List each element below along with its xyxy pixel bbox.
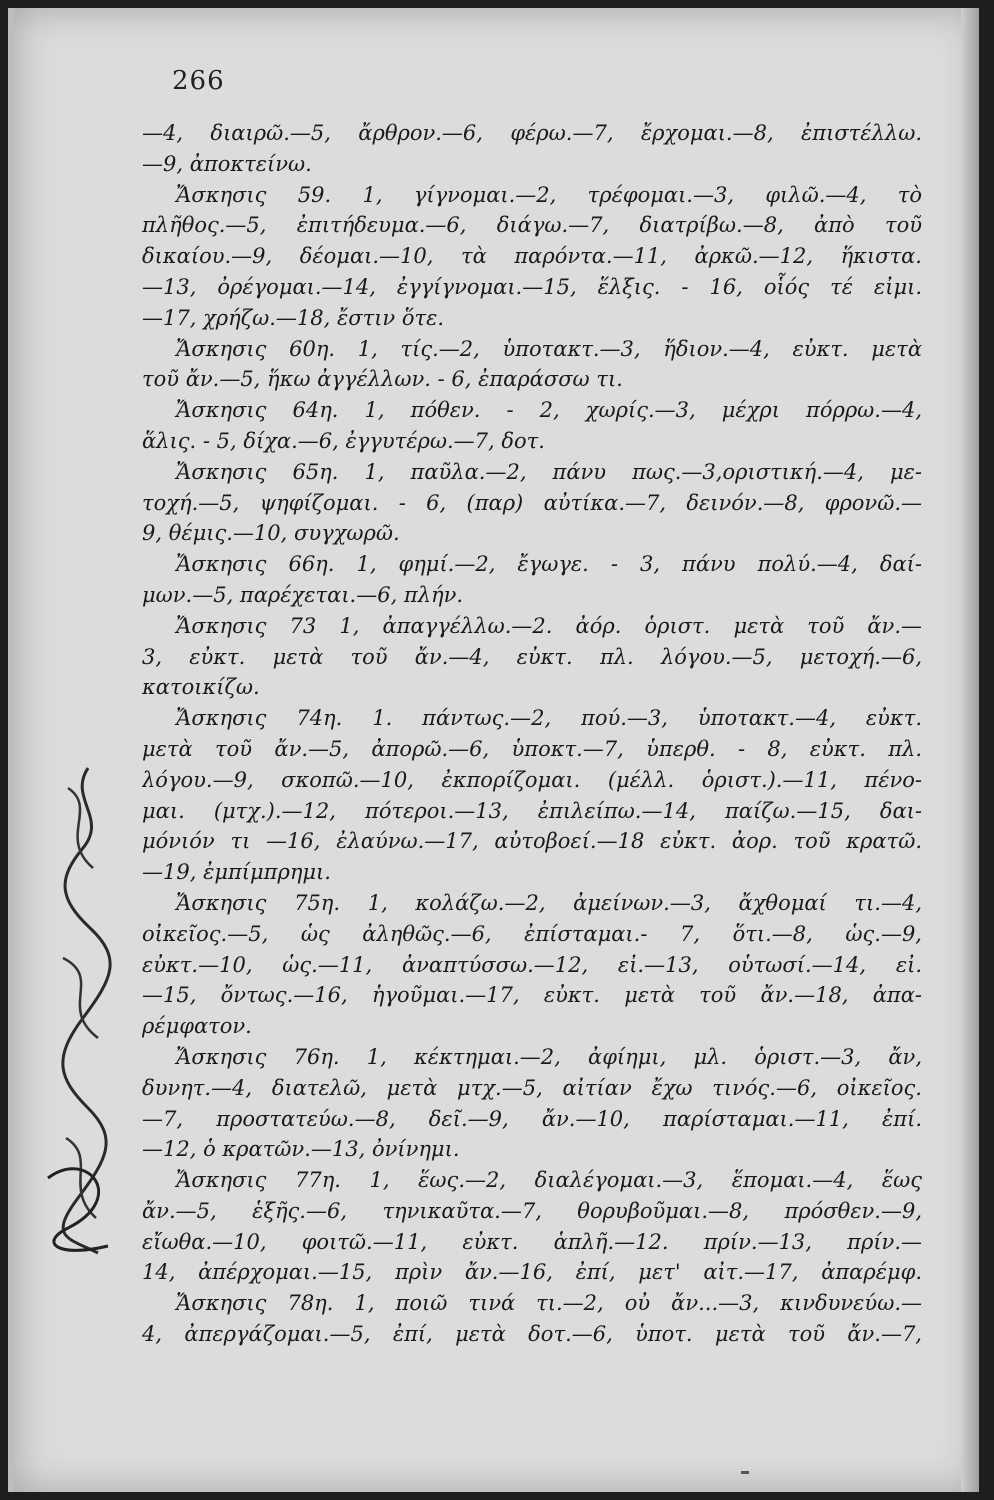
text-line: —9, ἀποκτείνω.: [142, 151, 312, 176]
text-line: Ἄσκησις 60η. 1, τίς.—2, ὑποτακτ.—3, ἥδιον.—4, εὐκτ. μετὰ: [176, 336, 922, 361]
text-line: κατοικίζω.: [142, 675, 260, 700]
text-line: ἄν.—5, ἑξῆς.—6, τηνικαῦτα.—7, θορυβοῦμαι.—8, πρόσθεν.—9,: [142, 1198, 922, 1223]
book-page: [8, 8, 979, 1492]
page-edge: [961, 8, 979, 1492]
text-line: Ἄσκησις 75η. 1, κολάζω.—2, ἀμείνων.—3, ἄχθομαί τι.—4,: [176, 890, 922, 915]
text-line: —4, διαιρῶ.—5, ἄρθρον.—6, φέρω.—7, ἔρχομαι.—8, ἐπιστέλλω.: [142, 121, 922, 145]
text-line: οἰκεῖος.—5, ὡς ἀληθῶς.—6, ἐπίσταμαι.- 7, ὅτι.—8, ὡς.—9,: [142, 921, 922, 946]
page-number: 266: [172, 66, 225, 96]
text-line: πλῆθος.—5, ἐπιτήδευμα.—6, διάγω.—7, διατρίβω.—8, ἀπὸ τοῦ: [142, 213, 922, 238]
text-line: Ἄσκησις 76η. 1, κέκτημαι.—2, ἀφίημι, μλ. ὁριστ.—3, ἄν,: [176, 1044, 922, 1069]
text-line: δικαίου.—9, δέομαι.—10, τὰ παρόντα.—11, ἀρκῶ.—12, ἥκιστα.: [142, 244, 922, 269]
text-line: 9, θέμις.—10, συγχωρῶ.: [142, 521, 400, 546]
text-line: —19, ἐμπίμπρημι.: [142, 860, 331, 885]
text-line: Ἄσκησις 65η. 1, παῦλα.—2, πάνυ πως.—3,οριστική.—4, με-: [176, 459, 922, 484]
text-line: μαι. (μτχ.).—12, πότεροι.—13, ἐπιλείπω.—14, παίζω.—15, δαι-: [142, 798, 922, 823]
text-line: μετὰ τοῦ ἄν.—5, ἀπορῶ.—6, ὑποκτ.—7, ὑπερθ. - 8, εὐκτ. πλ.: [142, 736, 922, 761]
text-line: εὐκτ.—10, ὡς.—11, ἀναπτύσσω.—12, εἰ.—13, οὑτωσί.—14, εἰ.: [142, 952, 922, 977]
page-mark: [741, 1471, 749, 1474]
text-line: μόνιόν τι —16, ἐλαύνω.—17, αὐτοβοεί.—18 εὐκτ. ἀορ. τοῦ κρατῶ.: [142, 829, 922, 854]
text-line: εἴωθα.—10, φοιτῶ.—11, εὐκτ. ἁπλῆ.—12. πρίν.—13, πρίν.—: [142, 1229, 922, 1254]
text-line: λόγου.—9, σκοπῶ.—10, ἐκπορίζομαι. (μέλλ. ὁριστ.).—11, πένο-: [142, 767, 922, 792]
text-line: Ἄσκησις 73 1, ἀπαγγέλλω.—2. ἀόρ. ὁριστ. μετὰ τοῦ ἄν.—: [176, 613, 922, 638]
text-line: 14, ἀπέρχομαι.—15, πρὶν ἄν.—16, ἐπί, μετ' αἰτ.—17, ἀπαρέμφ.: [142, 1260, 922, 1285]
handwritten-signature: [28, 758, 138, 1258]
text-line: —17, χρήζω.—18, ἔστιν ὅτε.: [142, 305, 445, 330]
exercise-answers-text: [142, 118, 922, 1350]
text-line: Ἄσκησις 59. 1, γίγνομαι.—2, τρέφομαι.—3, φιλῶ.—4, τὸ: [176, 182, 922, 207]
text-line: —7, προστατεύω.—8, δεῖ.—9, ἄν.—10, παρίσταμαι.—11, ἐπί.: [142, 1106, 922, 1131]
text-line: μων.—5, παρέχεται.—6, πλήν.: [142, 582, 464, 607]
text-line: ρέμφατον.: [142, 1014, 252, 1039]
text-line: Ἄσκησις 66η. 1, φημί.—2, ἔγωγε. - 3, πάνυ πολύ.—4, δαί-: [176, 552, 922, 577]
text-line: 3, εὐκτ. μετὰ τοῦ ἄν.—4, εὐκτ. πλ. λόγου.—5, μετοχή.—6,: [142, 644, 922, 669]
text-line: —15, ὄντως.—16, ἡγοῦμαι.—17, εὐκτ. μετὰ τοῦ ἄν.—18, ἀπα-: [142, 983, 922, 1008]
text-line: —13, ὀρέγομαι.—14, ἐγγίγνομαι.—15, ἕλξις. - 16, οἷός τέ εἰμι.: [142, 274, 922, 299]
text-line: Ἄσκησις 74η. 1. πάντως.—2, πού.—3, ὑποτακτ.—4, εὐκτ.: [176, 706, 922, 731]
text-line: Ἄσκησις 64η. 1, πόθεν. - 2, χωρίς.—3, μέχρι πόρρω.—4,: [176, 398, 922, 423]
text-line: 4, ἀπεργάζομαι.—5, ἐπί, μετὰ δοτ.—6, ὑποτ. μετὰ τοῦ ἄν.—7,: [142, 1322, 922, 1347]
text-line: Ἄσκησις 77η. 1, ἕως.—2, διαλέγομαι.—3, ἕπομαι.—4, ἕως: [176, 1168, 922, 1193]
text-line: —12, ὁ κρατῶν.—13, ὀνίνημι.: [142, 1137, 460, 1162]
text-line: ἅλις. - 5, δίχα.—6, ἐγγυτέρω.—7, δοτ.: [142, 428, 545, 453]
text-line: Ἄσκησις 78η. 1, ποιῶ τινά τι.—2, οὐ ἄν...—3, κινδυνεύω.—: [176, 1291, 922, 1316]
text-line: τοχή.—5, ψηφίζομαι. - 6, (παρ) αὐτίκα.—7, δεινόν.—8, φρονῶ.—: [142, 490, 922, 515]
text-line: δυνητ.—4, διατελῶ, μετὰ μτχ.—5, αἰτίαν ἔχω τινός.—6, οἰκεῖος.: [142, 1075, 922, 1100]
text-line: τοῦ ἄν.—5, ἥκω ἀγγέλλων. - 6, ἐπαράσσω τι.: [142, 367, 623, 392]
